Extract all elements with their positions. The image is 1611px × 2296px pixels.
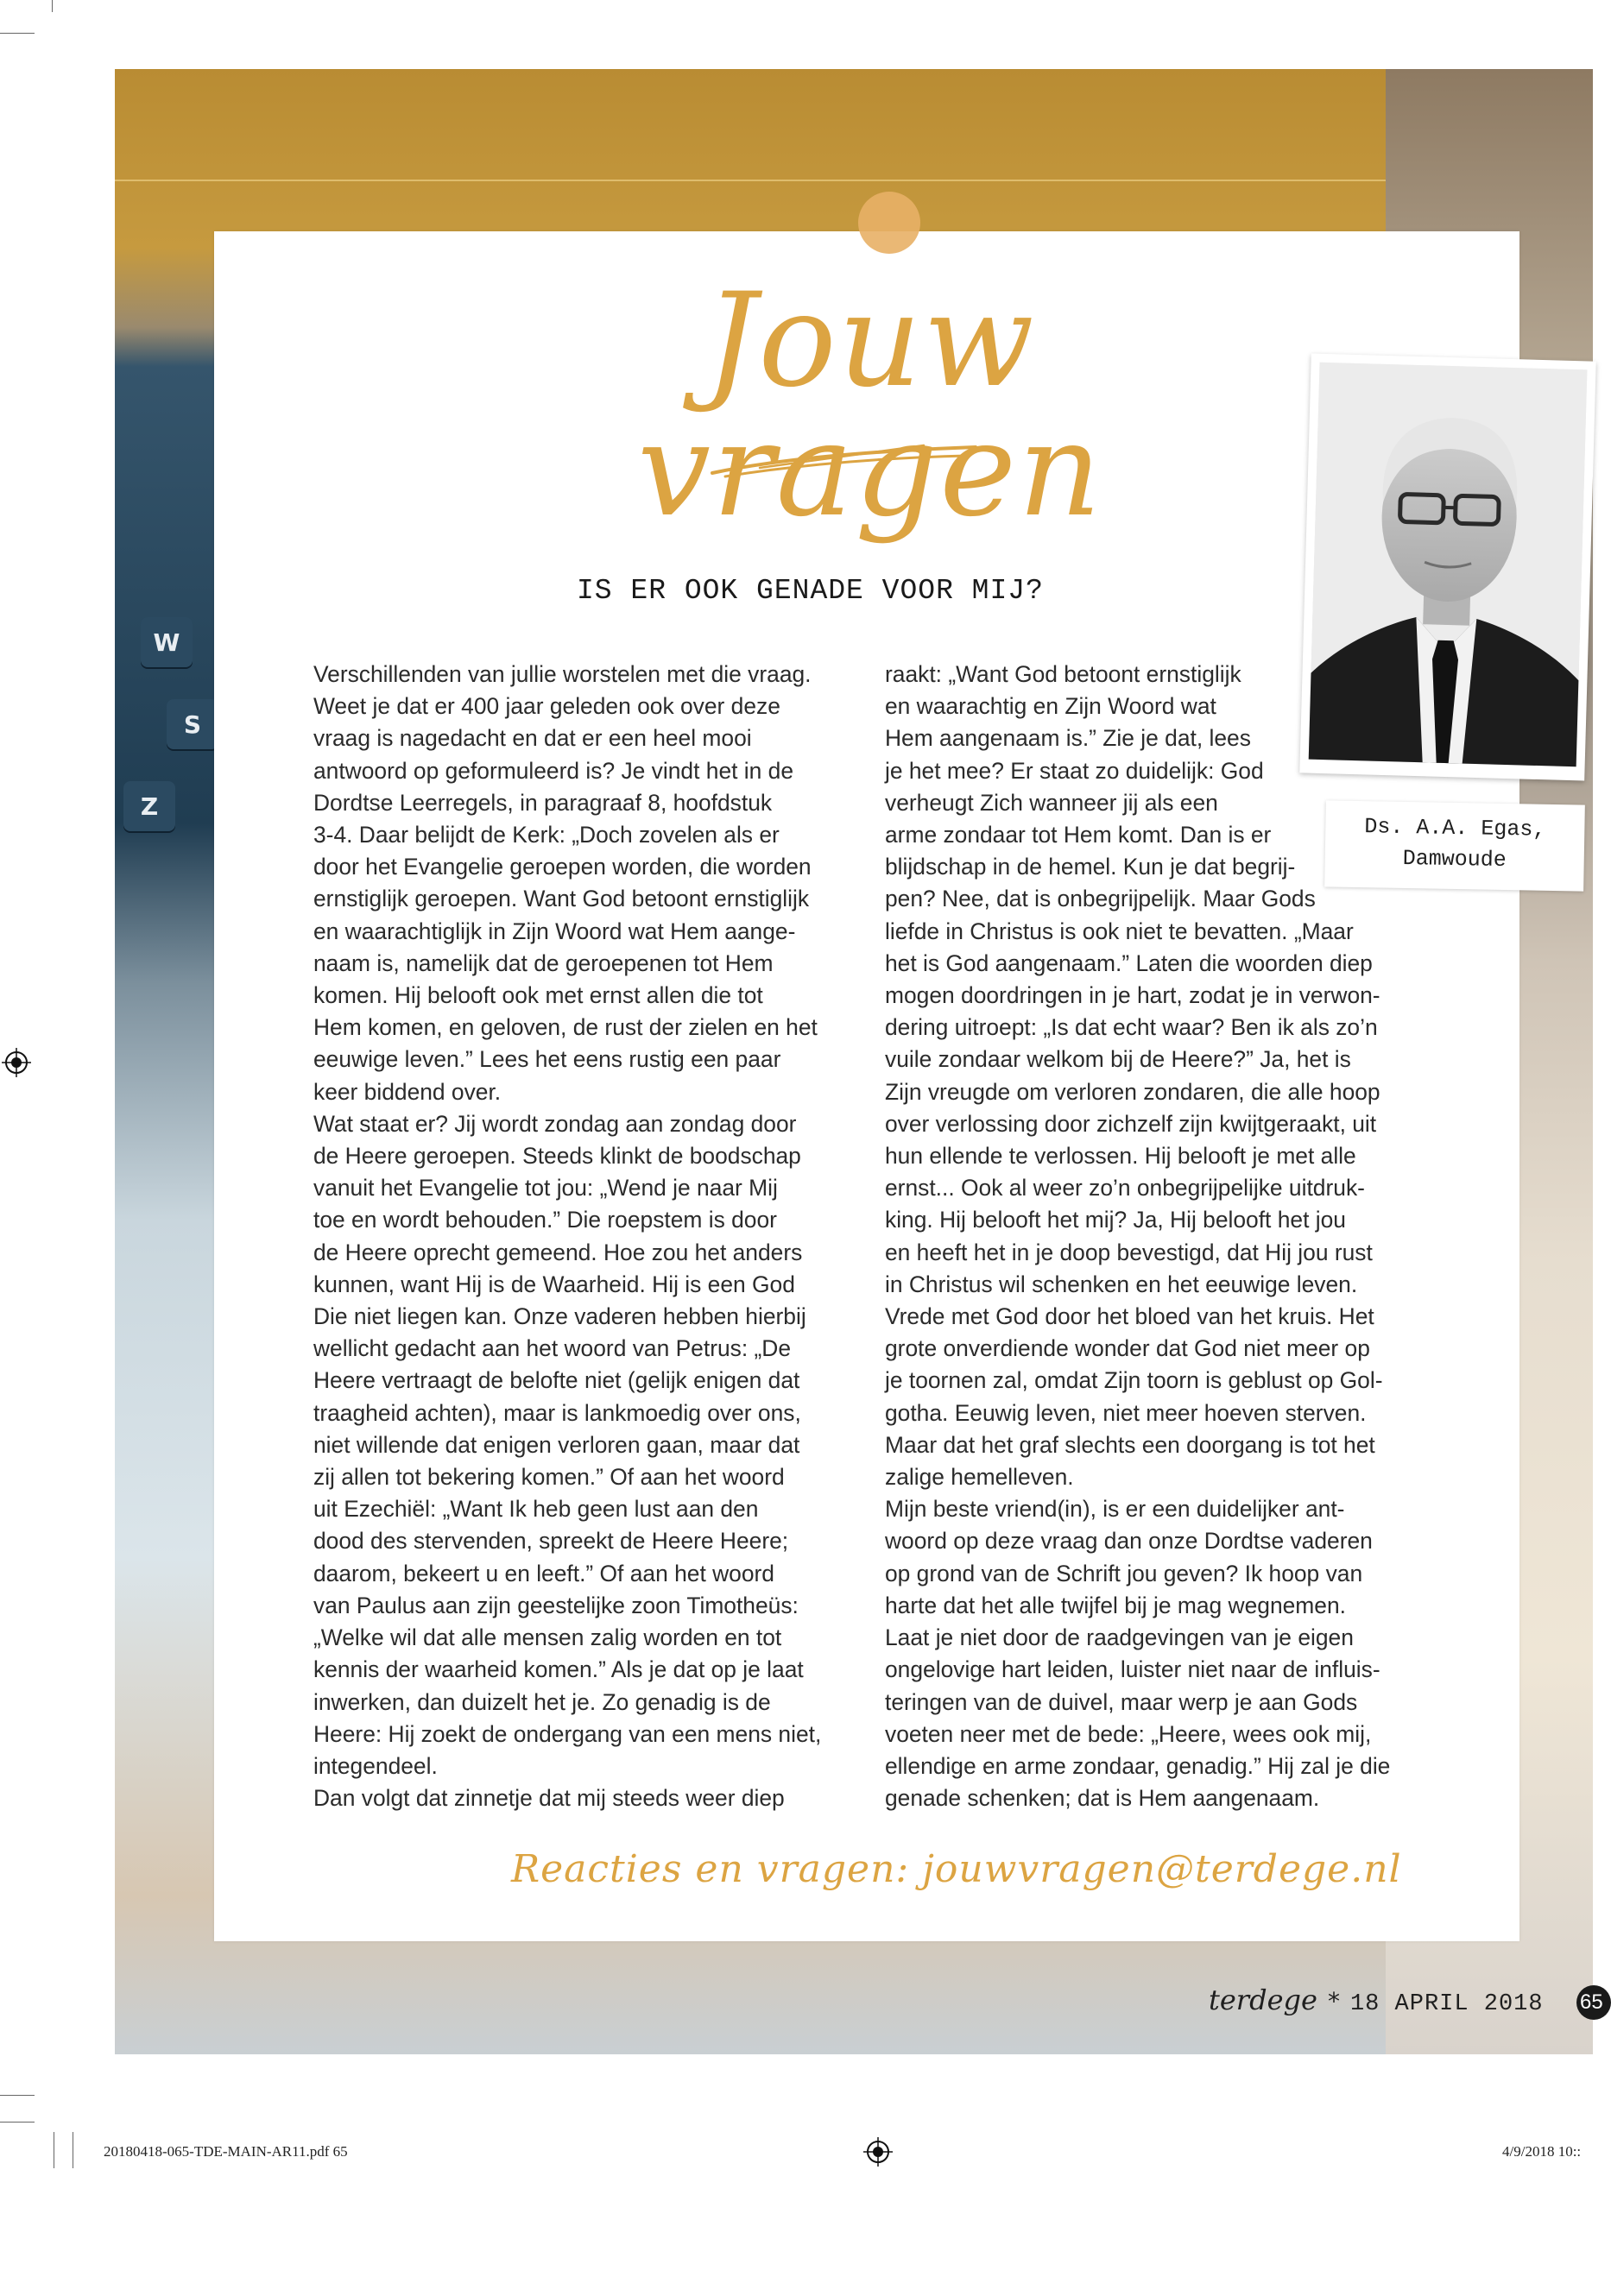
text-line: arme zondaar tot Hem komt. Dan is er: [885, 822, 1272, 848]
text-line: Dan volgt dat zinnetje dat mij steeds weer diep: [313, 1785, 785, 1812]
text-line: komen. Hij belooft ook met ernst allen die tot: [313, 982, 763, 1009]
text-line: dood des stervenden, spreekt de Heere Heere;: [313, 1528, 789, 1555]
text-line: genade schenken; dat is Hem aangenaam.: [885, 1785, 1320, 1812]
text-line: je toornen zal, omdat Zijn toorn is geblust op Gol-: [885, 1367, 1383, 1394]
text-line: ellendige en arme zondaar, genadig.” Hij zal je die: [885, 1752, 1391, 1779]
author-caption: [1324, 800, 1585, 891]
text-line: teringen van de duivel, maar werp je aan Gods: [885, 1688, 1358, 1715]
text-line: blijdschap in de hemel. Kun je dat begrij-: [885, 854, 1296, 880]
text-line: king. Hij belooft het mij? Ja, Hij belooft het jou: [885, 1207, 1346, 1233]
crop-mark: [0, 2122, 35, 2123]
text-line: Maar dat het graf slechts een doorgang is tot het: [885, 1431, 1375, 1458]
decorative-line: [115, 180, 1410, 181]
text-line: van Paulus aan zijn geestelijke zoon Timotheüs:: [313, 1592, 799, 1618]
text-line: Heere: Hij zoekt de ondergang van een mens niet,: [313, 1720, 822, 1747]
print-slug-file: 20180418-065-TDE-MAIN-AR11.pdf 65: [104, 2143, 348, 2160]
text-line: woord op deze vraag dan onze Dordtse vaderen: [885, 1528, 1373, 1555]
text-line: voeten neer met de bede: „Heere, wees ook mij,: [885, 1720, 1372, 1747]
print-slug-date: 4/9/2018 10::: [1502, 2143, 1582, 2160]
text-line: Die niet liegen kan. Onze vaderen hebben hierbij: [313, 1303, 806, 1330]
page-title: Jouw vragen: [637, 266, 1103, 546]
author-photo: [1309, 363, 1588, 766]
text-line: over verlossing door zichzelf zijn kwijtgeraakt, uit: [885, 1110, 1377, 1137]
text-line: in Christus wil schenken en het eeuwige leven.: [885, 1271, 1358, 1297]
text-line: zij allen tot bekering komen.” Of aan het woord: [313, 1464, 785, 1491]
text-line: 3-4. Daar belijdt de Kerk: „Doch zovelen als er: [313, 822, 780, 848]
text-line: naam is, namelijk dat de geroepenen tot Hem: [313, 949, 774, 976]
text-line: Vrede met God door het bloed van het kruis. Het: [885, 1303, 1374, 1330]
page-footer: [1209, 1984, 1544, 2017]
text-line: pen? Nee, dat is onbegrijpelijk. Maar Gods: [885, 886, 1316, 912]
text-line: niet willende dat enigen verloren gaan, maar dat: [313, 1431, 800, 1458]
text-line: uit Ezechiël: „Want Ik heb geen lust aan den: [313, 1496, 759, 1523]
text-line: vanuit het Evangelie tot jou: „Wend je naar Mij: [313, 1175, 778, 1202]
key-z: Z: [123, 781, 175, 831]
text-line: antwoord op geformuleerd is? Je vindt het in de: [313, 757, 794, 784]
text-line: zalige hemelleven.: [885, 1464, 1074, 1491]
text-line: daarom, bekeert u en leeft.” Of aan het woord: [313, 1560, 774, 1586]
text-line: ongelovige hart leiden, luister niet naar de influis-: [885, 1656, 1380, 1683]
text-line: kennis der waarheid komen.” Als je dat op je laat: [313, 1656, 804, 1683]
text-line: Wat staat er? Jij wordt zondag aan zondag door: [313, 1110, 797, 1137]
text-line: dering uitroept: „Is dat echt waar? Ben ik als zo’n: [885, 1014, 1378, 1041]
text-line: Hem aangenaam is.” Zie je dat, lees: [885, 725, 1251, 752]
text-line: raakt: „Want God betoont ernstiglijk: [885, 661, 1241, 687]
registration-mark-icon: [863, 2137, 893, 2167]
registration-mark-icon: [2, 1048, 31, 1077]
text-line: toe en wordt behouden.” Die roepstem is door: [313, 1207, 777, 1233]
text-line: op grond van de Schrift jou geven? Ik hoop van: [885, 1560, 1363, 1586]
title-underline-swash: [708, 432, 984, 483]
text-line: grote onverdiende wonder dat God niet meer op: [885, 1335, 1370, 1362]
key-w: W: [141, 617, 193, 667]
text-line: „Welke wil dat alle mensen zalig worden en tot: [313, 1624, 782, 1651]
pin-dot: [858, 192, 920, 254]
text-line: door het Evangelie geroepen worden, die worden: [313, 854, 812, 880]
text-line: en heeft het in je doop bevestigd, dat Hij jou rust: [885, 1239, 1373, 1265]
text-line: keer biddend over.: [313, 1078, 502, 1105]
text-line: Verschillenden van jullie worstelen met die vraag.: [313, 661, 812, 687]
key-s: S: [167, 699, 218, 749]
text-line: ernstiglijk geroepen. Want God betoont ernstiglijk: [313, 886, 810, 912]
footer-separator: *: [1327, 1987, 1340, 2015]
text-line: Zijn vreugde om verloren zondaren, die alle hoop: [885, 1078, 1380, 1105]
text-line: mogen doordringen in je hart, zodat je in verwon-: [885, 982, 1380, 1009]
crop-mark: [0, 33, 35, 34]
author-photo-frame: [1299, 353, 1595, 780]
text-line: en waarachtig en Zijn Woord wat: [885, 693, 1216, 720]
text-line: Laat je niet door de raadgevingen van je eigen: [885, 1624, 1354, 1651]
text-line: verheugt Zich wanneer jij als een: [885, 789, 1218, 816]
contact-line: Reacties en vragen: jouwvragen@terdege.nl: [511, 1847, 1402, 1891]
page-number: 65: [1576, 1985, 1611, 2020]
portrait-illustration: [1309, 363, 1588, 766]
text-line: liefde in Christus is ook niet te bevatten. „Maar: [885, 918, 1354, 944]
text-line: Hem komen, en geloven, de rust der zielen en het: [313, 1014, 818, 1041]
text-line: inwerken, dan duizelt het je. Zo genadig is de: [313, 1688, 771, 1715]
crop-mark: [52, 0, 53, 12]
text-line: en waarachtiglijk in Zijn Woord wat Hem aange-: [313, 918, 796, 944]
text-line: harte dat het alle twijfel bij je mag wegnemen.: [885, 1592, 1346, 1618]
text-line: hun ellende te verlossen. Hij belooft je met alle: [885, 1143, 1356, 1170]
text-line: eeuwige leven.” Lees het eens rustig een paar: [313, 1046, 781, 1073]
text-line: de Heere geroepen. Steeds klinkt de boodschap: [313, 1143, 801, 1170]
author-place: Damwoude: [1402, 845, 1507, 874]
article-column-1: [313, 659, 840, 1814]
text-line: kunnen, want Hij is de Waarheid. Hij is een God: [313, 1271, 795, 1297]
article-subtitle: IS ER OOK GENADE VOOR MIJ?: [577, 575, 1044, 607]
text-line: Heere vertraagt de belofte niet (gelijk enigen dat: [313, 1367, 800, 1394]
text-line: het is God aangenaam.” Laten die woorden diep: [885, 949, 1373, 976]
text-line: je het mee? Er staat zo duidelijk: God: [885, 757, 1264, 784]
magazine-brand: terdege: [1209, 1984, 1317, 2016]
issue-date: 18 APRIL 2018: [1349, 1991, 1544, 2017]
text-line: wellicht gedacht aan het woord van Petrus: „De: [313, 1335, 792, 1362]
text-line: gotha. Eeuwig leven, niet meer hoeven sterven.: [885, 1399, 1367, 1426]
text-line: vraag is nagedacht en dat er een heel mooi: [313, 725, 752, 752]
text-line: Weet je dat er 400 jaar geleden ook over deze: [313, 693, 780, 720]
typewriter-keys: [115, 440, 218, 924]
crop-mark: [0, 2095, 35, 2096]
text-line: traagheid achten), maar is lankmoedig over ons,: [313, 1399, 801, 1426]
text-line: vuile zondaar welkom bij de Heere?” Ja, het is: [885, 1046, 1351, 1073]
text-line: Mijn beste vriend(in), is er een duidelijker ant-: [885, 1496, 1345, 1523]
author-name: Ds. A.A. Egas,: [1364, 814, 1546, 842]
text-line: integendeel.: [313, 1752, 438, 1779]
text-line: ernst... Ook al weer zo’n onbegrijpelijke uitdruk-: [885, 1175, 1365, 1202]
text-line: de Heere oprecht gemeend. Hoe zou het anders: [313, 1239, 803, 1265]
text-line: Dordtse Leerregels, in paragraaf 8, hoofdstuk: [313, 789, 773, 816]
